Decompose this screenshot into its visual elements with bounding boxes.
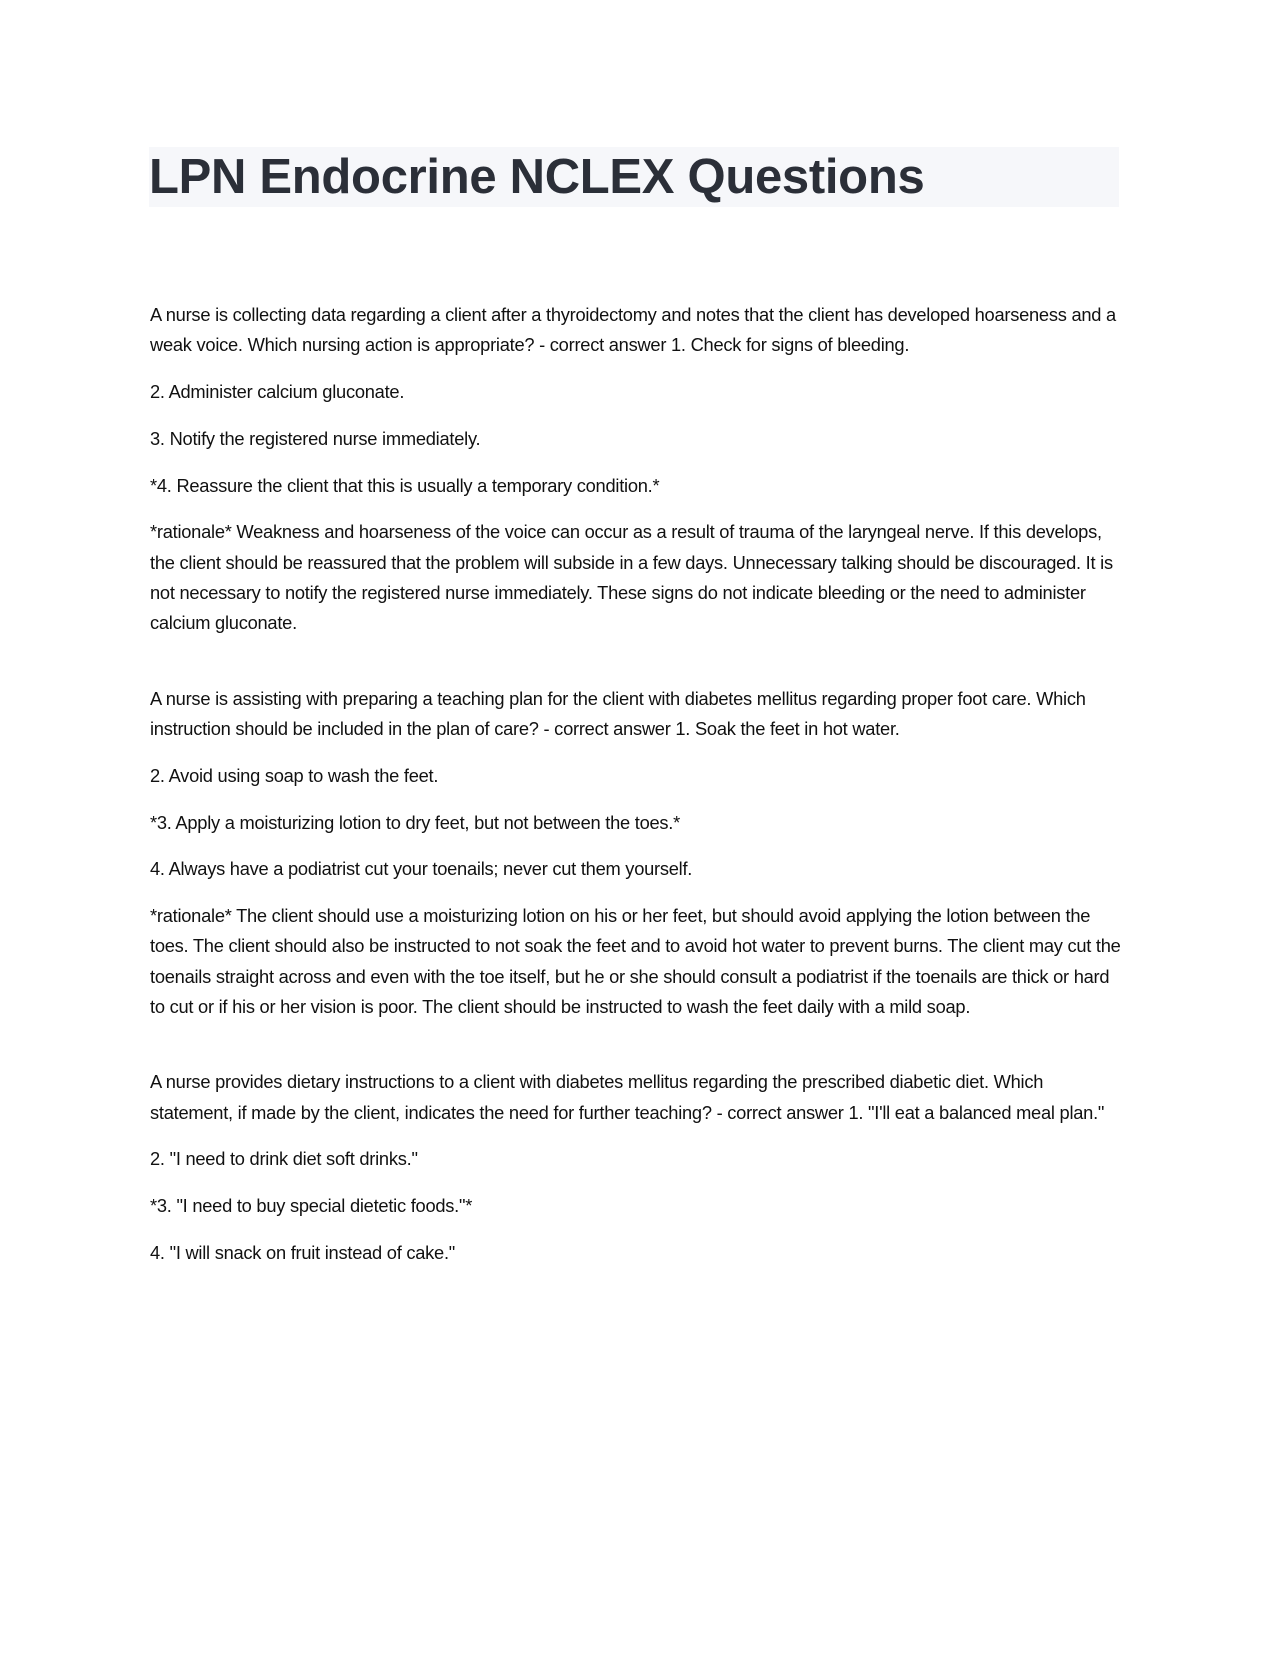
rationale: *rationale* The client should use a moisturizing lotion on his or her feet, but should avoid applying the lotion between the toes. The client should also be instructed to not soak the feet and to avoid hot water to prevent burns. The client may cut the toenails straight across and even with the toe itself, but he or she should consult a podiatrist if the toenails are thick or hard to cut or if his or her vision is poor. The client should be instructed to wash the feet daily with a mild soap. (150, 905, 1121, 1018)
answer-option: 2. Avoid using soap to wash the feet. (150, 764, 439, 786)
question-1 (150, 300, 1125, 639)
question-stem: A nurse is assisting with preparing a teaching plan for the client with diabetes mellitus regarding proper foot care. Which instruction should be included in the plan of care? - correct answer 1. Soak the feet in hot water. (150, 687, 1086, 739)
answer-option-correct: *4. Reassure the client that this is usually a temporary condition.* (150, 474, 660, 496)
answer-option: 3. Notify the registered nurse immediately. (150, 427, 481, 449)
question-stem: A nurse provides dietary instructions to a client with diabetes mellitus regarding the prescribed diabetic diet. Which statement, if made by the client, indicates the need for further teaching? - correct answer 1. "I'll eat a balanced meal plan." (150, 1071, 1105, 1123)
answer-option: 4. "I will snack on fruit instead of cake." (150, 1242, 456, 1264)
answer-option: 2. Administer calcium gluconate. (150, 381, 405, 403)
answer-option-correct: *3. "I need to buy special dietetic foods."* (150, 1195, 473, 1217)
answer-option: 4. Always have a podiatrist cut your toenails; never cut them yourself. (150, 858, 693, 880)
answer-option: 2. "I need to drink diet soft drinks." (150, 1148, 418, 1170)
question-2 (150, 684, 1125, 1023)
document-title: LPN Endocrine NCLEX Questions (149, 150, 925, 204)
answer-option-correct: *3. Apply a moisturizing lotion to dry feet, but not between the toes.* (150, 811, 680, 833)
question-3 (150, 1067, 1125, 1268)
document-body (150, 300, 1125, 1285)
title-banner (149, 147, 1119, 207)
question-stem: A nurse is collecting data regarding a client after a thyroidectomy and notes that the client has developed hoarseness and a weak voice. Which nursing action is appropriate? - correct answer 1. Check for signs of bleeding. (150, 304, 1116, 356)
rationale: *rationale* Weakness and hoarseness of the voice can occur as a result of trauma of the laryngeal nerve. If this develops, the client should be reassured that the problem will subside in a few days. Unnecessary talking should be discouraged. It is not necessary to notify the registered nurse immediately. These signs do not indicate bleeding or the need to administer calcium gluconate. (150, 521, 1113, 634)
